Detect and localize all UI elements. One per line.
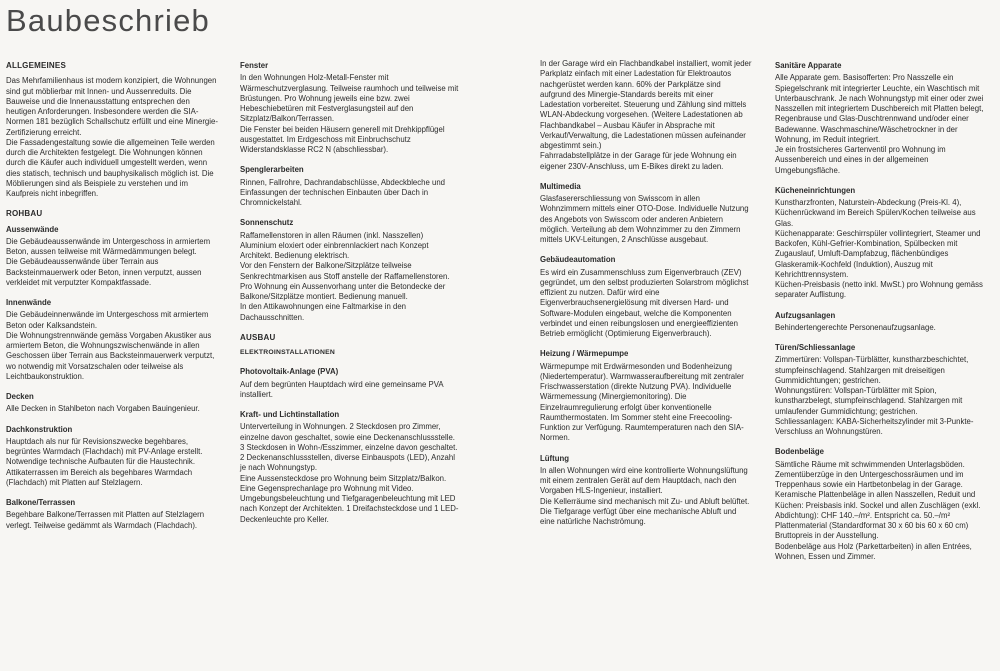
subsection-heading: Decken <box>6 392 34 401</box>
subsection-heading: Kücheneinrichtungen <box>775 185 856 195</box>
paragraph: Pro Wohnung ein Aussenvorhang unter die Betondecke der Balkone/Sitzplätze montiert. Bedienung manuell. <box>240 281 446 301</box>
paragraph: Die Gebäudeaussenwände im Untergeschoss in armiertem Beton, aussen teilweise mit Wärmedämmungen belegt. <box>6 236 211 256</box>
paragraph: Wohnungstüren: Vollspan-Türblätter mit Spion, kunstharzbelegt, stumpfeinschlagend. Stahlzargen mit umlaufender Gummidichtung; gestrichen. <box>775 386 963 416</box>
page-title: Baubeschrieb <box>6 3 210 38</box>
subsection-heading: Heizung / Wärmepumpe <box>540 349 629 359</box>
section-heading: AUSBAU <box>240 332 276 342</box>
paragraph: Raffamellenstoren in allen Räumen (inkl. Nasszellen) Aluminium eloxiert oder einbrennlackiert nach Konzept Architekt. Bedienung elektrisch. <box>240 230 429 260</box>
subsection-heading: Bodenbeläge <box>775 447 824 457</box>
paragraph: Die Gebäudeinnenwände im Untergeschoss mit armiertem Beton oder Kalksandstein. <box>6 310 209 330</box>
paragraph: Je ein frostsicheres Gartenventil pro Wohnung im Aussenbereich und eines in der allgemeinen Umgebungsfläche. <box>775 145 946 175</box>
subsection-heading: Türen/Schliessanlage <box>775 343 856 352</box>
subsection-heading: Sanitäre Apparate <box>775 61 842 70</box>
paragraph: Küchenapparate: Geschirrspüler vollintegriert, Steamer und Backofen, Kühl-Gefrier-Kombination, Spülbecken mit Zugauslauf, Umluft-Dampfabzug, flächenbündiges Glaskeramik-Kochfeld (Induktion), Auszug mit Kehrichttrennsystem. <box>775 228 981 279</box>
subsection-heading: Balkone/Terrassen <box>6 498 76 507</box>
paragraph: Keramische Plattenbeläge in allen Nasszellen, Reduit und Küchen: Preisbasis inkl. Sockel und allen Zuschlägen (exkl. Abdichtung): CHF 140.–/m². Entspricht ca. 50.–/m² Plattenmaterial (Standardformat 30 x 60 bis 60 x 60 cm) Bruttopreis in der Ausstellung. <box>775 490 981 541</box>
column-2 <box>240 61 460 525</box>
paragraph: In den Attikawohnungen eine Faltmarkise in den Dachausschnitten. <box>240 302 407 322</box>
paragraph: In den Wohnungen Holz-Metall-Fenster mit Wärmeschutzverglasung. Teilweise raumhoch und teilweise mit Brüstungen. Pro Wohnung jeweils eine bzw. zwei Hebeschiebetüren mit Festverglasungsteil auf den Sitzplatz/Balkon/Terrassen. <box>240 73 459 124</box>
paragraph: Auf dem begrünten Hauptdach wird eine gemeinsame PVA installiert. <box>240 379 444 399</box>
paragraph: Die Wohnungstrennwände gemäss Vorgaben Akustiker aus armiertem Beton, die Wohnungszwischenwände in allen Geschossen über Terrain aus Backsteinmauerwerk verputzt, wo notwendig mit Vorsatzschalen oder teilweise als Leichtbaukonstruktion. <box>6 330 215 381</box>
paragraph: Die Fassadengestaltung sowie die allgemeinen Teile werden durch die Architekten festgelegt. Die Wohnungen können durch die Käufer auch individuell umgestellt werden, wenn dies statisch, technisch und bauphysikalisch möglich ist. Die Möblierungen sind als Beispiele zu verstehen und im Kaufpreis nicht inbegriffen. <box>6 137 215 198</box>
paragraph: In allen Wohnungen wird eine kontrollierte Wohnungslüftung mit einem zentralen Gerät auf dem Hauptdach, nach den Vorgaben HLS-Ingenieur, installiert. <box>540 465 748 496</box>
paragraph: Zimmertüren: Vollspan-Türblätter, kunstharzbeschichtet, stumpfeinschlagend. Stahlzargen mit dreiseitigen Gummidichtungen; gestrichen. <box>775 355 969 385</box>
subsection-heading: Dachkonstruktion <box>6 424 73 434</box>
paragraph: Das Mehrfamilienhaus ist modern konzipiert, die Wohnungen sind gut möblierbar mit Innen- und Aussenreduits. Die Bauweise und die Innenausstattung entsprechen den heutigen Anforderungen. Insbesondere werden die SIA-Normen 181 bezüglich Schallschutz erfüllt und eine Minergie-Zertifizierung erreicht. <box>6 76 218 137</box>
paragraph: Eine Aussensteckdose pro Wohnung beim Sitzplatz/Balkon. Eine Gegensprechanlage pro Wohnung mit Video. Umgebungsbeleuchtung und Tiefgaragenbeleuchtung mit LED nach Konzept der Architekten. 1 Dreifachsteckdose und 1 LED-Deckenleuchte pro Keller. <box>240 473 459 524</box>
paragraph: Alle Apparate gem. Basisofferten: Pro Nasszelle ein Spiegelschrank mit integrierter Leuchte, ein Waschtisch mit Unterbauschrank. Je nach Wohnungstyp mit einer oder zwei Nasszellen mit integriertem Duschbereich mit Platten belegt, Regenbrause und Glas-Duschtrennwand und/oder einer Badewanne. Waschmaschine/Wäschetrockner in der Wohnung, im Reduit integriert. <box>775 73 984 144</box>
subsection-heading: Spenglerarbeiten <box>240 165 304 175</box>
paragraph: Alle Decken in Stahlbeton nach Vorgaben Bauingenieur. <box>6 404 200 414</box>
paragraph: Glasfasererschliessung von Swisscom in allen Wohnzimmern mittels einer OTO-Dose. Individuelle Nutzung des Angebots von Swisscom oder anderen Anbietern möglich. Verteilung ab dem Wohnzimmer zu den Zimmern mittels UKV-Leitungen, 2 Anschlüsse ausgebaut. <box>540 194 749 244</box>
subsection-heading: Sonnenschutz <box>240 218 294 228</box>
subsection-heading: Photovoltaik-Anlage (PVA) <box>240 367 339 377</box>
subsection-heading: Fenster <box>240 61 269 70</box>
section-heading: ALLGEMEINES <box>6 61 66 70</box>
paragraph: Es wird ein Zusammenschluss zum Eigenverbrauch (ZEV) gegründet, um den selbst produzierten Solarstrom möglichst effizient zu nutzen. Dafür wird eine Eigenverbrauchsenergielösung mit diversen Hard- und Software-Modulen eingebaut, welche die Komponenten verbindet und einen reibungslosen und energieeffizienten Betrieb ermöglicht (Optimierung Eigenverbrauch). <box>540 267 749 338</box>
paragraph: Wärmepumpe mit Erdwärmesonden und Bodenheizung (Niedertemperatur). Warmwasseraufbereitung mit zentraler Frischwasserstation (direkte Nutzung PVA). Individuelle Wärmemessung (Minergiemonitoring). Die Einzelraumregulierung erfolgt über konventionelle Raumthermostaten. Im Sommer steht eine Freecooling-Funktion zur Verfügung. Raumtemperaturen nach den SIA-Normen. <box>540 361 744 443</box>
column-4 <box>775 61 993 562</box>
paragraph: Schliessanlagen: KABA-Sicherheitszylinder mit 3-Punkte-Verschluss an Wohnungstüren. <box>775 416 974 436</box>
paragraph: Vor den Fenstern der Balkone/Sitzplätze teilweise Senkrechtmarkisen aus Stoff anstelle der Raffamellenstoren. <box>240 261 450 281</box>
paragraph: Rinnen, Fallrohre, Dachrandabschlüsse, Abdeckbleche und Einfassungen der technischen Einbauten über Dach in Chromnickelstahl. <box>240 177 446 207</box>
paragraph: Behindertengerechte Personenaufzugsanlage. <box>775 322 936 332</box>
group-heading: ELEKTROINSTALLATIONEN <box>240 349 335 356</box>
paragraph: Fahrradabstellplätze in der Garage für jede Wohnung ein eigener 230V-Anschluss, um E-Bikes direkt zu laden. <box>540 151 737 171</box>
paragraph: Die Gebäudeaussenwände über Terrain aus Backsteinmauerwerk oder Beton, innen verputzt, aussen verkleidet mit verputzter Kompaktfassade. <box>6 257 202 287</box>
column-3 <box>540 59 752 527</box>
paragraph: Unterverteilung in Wohnungen. 2 Steckdosen pro Zimmer, einzelne davon geschaltet, sowie eine Deckenanschlussstelle. 3 Steckdosen in Wohn-/Esszimmer, einzelne davon geschaltet. 2 Deckenanschlussstellen, diverse Einbauspots (LED), Anzahl je nach Wohnungstyp. <box>240 422 458 473</box>
paragraph: Bodenbeläge aus Holz (Parkettarbeiten) in allen Entrées, Wohnen, Essen und Zimmer. <box>775 541 972 561</box>
paragraph: Die Fenster bei beiden Häusern generell mit Drehkippflügel ausgestattet. Im Erdgeschoss mit Einbruchschutz Widerstandsklasse RC2 N (abschliessbar). <box>240 124 445 154</box>
subsection-heading: Innenwände <box>6 298 52 307</box>
paragraph: In der Garage wird ein Flachbandkabel installiert, womit jeder Parkplatz einfach mit einer Ladestation für Elektroautos nachgerüstet werden kann. 60% der Parkplätze sind aufgrund des Minergie-Standards bereits mit einer Ladestation vorbereitet. Steuerung und Zählung sind mittels WLAN-Abdeckung vorgesehen. (Weitere Ladestationen ab Flachbandkabel – Ausbau Käufer in Absprache mit Verkauf/Verwaltung, die Ladestationen müssen aufeinander abgestimmt sein.) <box>540 59 752 150</box>
subsection-heading: Kraft- und Lichtinstallation <box>240 410 340 419</box>
subsection-heading: Aufzugsanlagen <box>775 310 836 320</box>
paragraph: Kunstharzfronten, Naturstein-Abdeckung (Preis-Kl. 4), Küchenrückwand im Bereich Spülen/Kochen teilweise aus Glas. <box>775 198 976 228</box>
paragraph: Begehbare Balkone/Terrassen mit Platten auf Stelzlagern verlegt. Teilweise gedämmt als Warmdach (Flachdach). <box>6 510 205 530</box>
section-heading: ROHBAU <box>6 209 43 219</box>
paragraph: Sämtliche Räume mit schwimmenden Unterlagsböden. Zementüberzüge in den Untergeschossräumen und im Treppenhaus sowie ein Hartbetonbelag in der Garage. <box>775 459 965 489</box>
paragraph: Die Kellerräume sind mechanisch mit Zu- und Abluft belüftet. Die Tiefgarage verfügt über eine mechanische Abluft und eine natürliche Nachströmung. <box>540 496 750 526</box>
paragraph: Küchen-Preisbasis (netto inkl. MwSt.) pro Wohnung gemäss separater Auflistung. <box>775 280 983 300</box>
subsection-heading: Lüftung <box>540 453 570 463</box>
paragraph: Hauptdach als nur für Revisionszwecke begehbares, begrüntes Warmdach (Flachdach) mit PV-Anlage erstellt. Notwendige technische Aufbauten für die Haustechnik. Attikaterrassen im Bereich als begehbares Warmdach (Flachdach) mit Platten auf Stelzlagern. <box>6 436 203 487</box>
column-1 <box>6 61 218 531</box>
subsection-heading: Aussenwände <box>6 224 59 234</box>
subsection-heading: Gebäudeautomation <box>540 255 616 265</box>
subsection-heading: Multimedia <box>540 181 581 191</box>
